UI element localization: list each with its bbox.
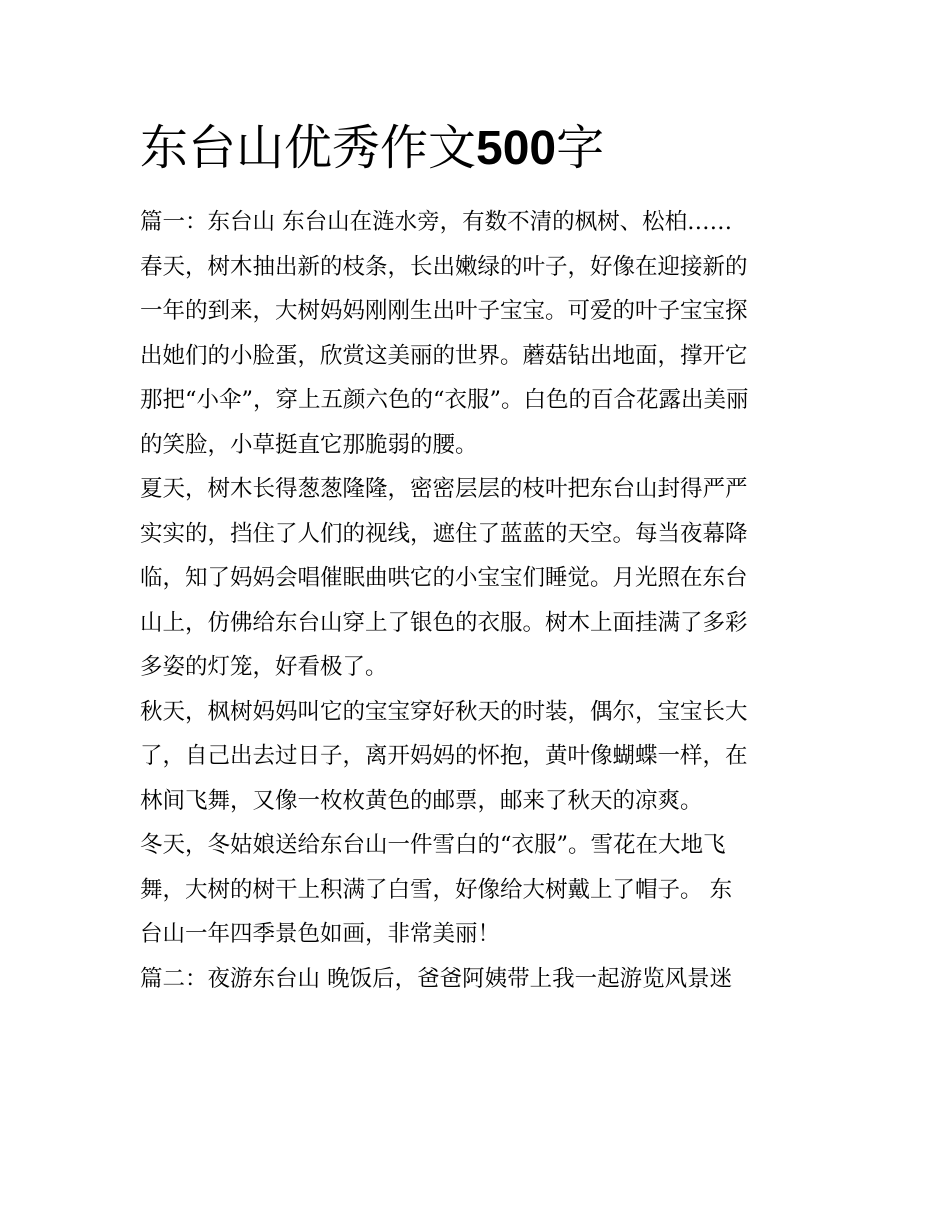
text-line: 篇一：东台山 东台山在涟水旁，有数不清的枫树、松柏……	[140, 209, 733, 235]
text-line: 了，自己出去过日子，离开妈妈的怀抱，黄叶像蝴蝶一样，在	[140, 743, 748, 769]
text-line: 出她们的小脸蛋，欣赏这美丽的世界。蘑菇钻出地面，撑开它	[140, 342, 748, 369]
text-line: 一年的到来，大树妈妈刚刚生出叶子宝宝。可爱的叶子宝宝探	[140, 298, 748, 324]
title-number: 500	[476, 122, 557, 175]
document-body	[140, 200, 820, 1001]
text-line: 秋天，枫树妈妈叫它的宝宝穿好秋天的时装，偶尔，宝宝长大	[140, 698, 748, 725]
text-line: 台山一年四季景色如画，非常美丽！	[140, 921, 501, 947]
text-line: 冬天，冬姑娘送给东台山一件雪白的“衣服”。雪花在大地飞	[140, 832, 726, 858]
document-title	[140, 118, 820, 179]
text-line: 的笑脸，小草挺直它那脆弱的腰。	[140, 431, 478, 458]
text-line: 夏天，树木长得葱葱隆隆，密密层层的枝叶把东台山封得严严	[140, 476, 748, 502]
text-line: 多姿的灯笼，好看极了。	[140, 654, 388, 680]
text-line: 山上，仿佛给东台山穿上了银色的衣服。树木上面挂满了多彩	[140, 609, 748, 636]
text-line: 春天，树木抽出新的枝条，长出嫩绿的叶子，好像在迎接新的	[140, 253, 748, 280]
text-line: 临，知了妈妈会唱催眠曲哄它的小宝宝们睡觉。月光照在东台	[140, 565, 748, 591]
title-suffix: 字	[556, 120, 605, 176]
text-line: 实实的，挡住了人们的视线，遮住了蓝蓝的天空。每当夜幕降	[140, 520, 748, 547]
title-text: 东台山优秀作文	[140, 120, 477, 176]
text-line: 舞，大树的树干上积满了白雪，好像给大树戴上了帽子。 东	[140, 876, 733, 903]
text-line: 林间飞舞，又像一枚枚黄色的邮票，邮来了秋天的凉爽。	[140, 787, 703, 814]
text-line: 篇二：夜游东台山 晚饭后，爸爸阿姨带上我一起游览风景迷	[140, 965, 733, 992]
text-line: 那把“小伞”，穿上五颜六色的“衣服”。白色的百合花露出美丽	[140, 387, 749, 413]
